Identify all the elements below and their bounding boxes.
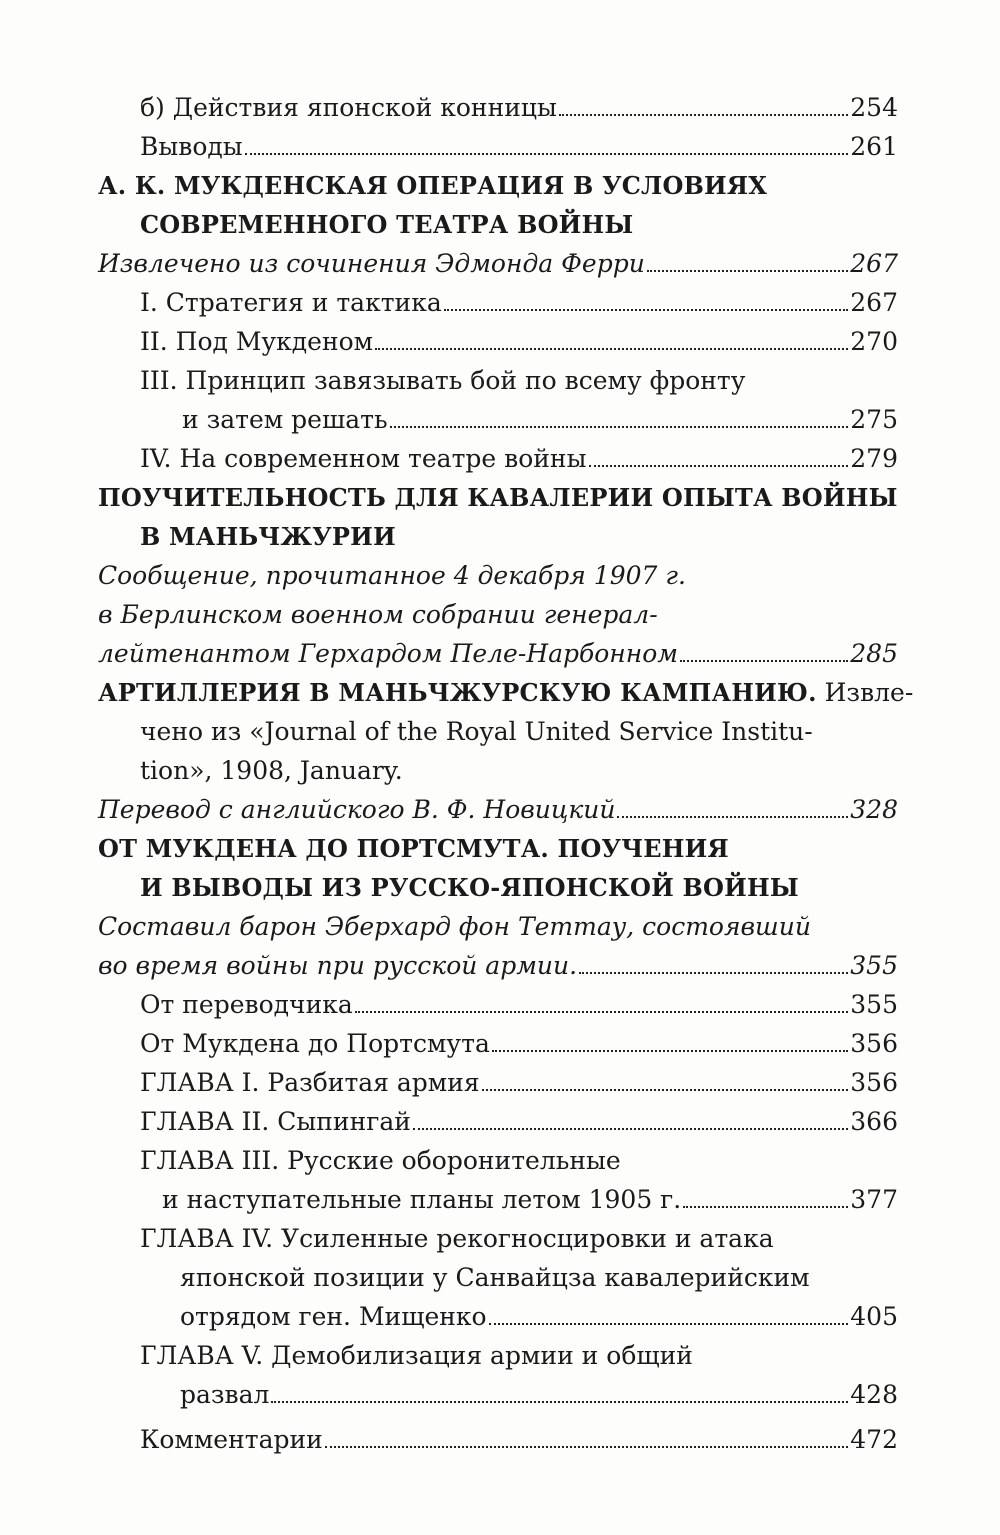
entry-title: От переводчика (140, 990, 353, 1019)
page-number: 472 (850, 1425, 898, 1454)
toc-entry-line: ГЛАВА V. Демобилизация армии и общий (140, 1341, 693, 1370)
dot-leader (325, 1446, 848, 1448)
dot-leader (617, 816, 848, 818)
toc-entry (98, 439, 898, 478)
toc-entry (98, 322, 898, 361)
toc-entry-line: III. Принцип завязывать бой по всему фронту (140, 366, 746, 395)
entry-title: и наступательные планы летом 1905 г. (162, 1185, 682, 1214)
dot-leader (245, 153, 849, 155)
dot-leader (647, 270, 848, 272)
dot-leader (413, 1128, 848, 1130)
page-number: 279 (850, 444, 898, 473)
dot-leader (489, 1323, 849, 1325)
toc-entry (98, 946, 898, 985)
page-number: 270 (850, 327, 898, 356)
toc-entry-line: ГЛАВА III. Русские оборонительные (140, 1146, 621, 1175)
toc-entry (98, 1180, 898, 1219)
toc-entry-line: ГЛАВА IV. Усиленные рекогносцировки и атака (140, 1224, 774, 1253)
toc-entry-line: Сообщение, прочитанное 4 декабря 1907 г. (98, 561, 686, 590)
toc-entry (98, 1024, 898, 1063)
toc-entry (98, 1063, 898, 1102)
dot-leader (589, 465, 849, 467)
page-number: 267 (850, 288, 898, 317)
entry-title: Выводы (140, 132, 243, 161)
entry-title: II. Под Мукденом (140, 327, 374, 356)
page-number: 428 (850, 1380, 898, 1409)
page-number: 405 (850, 1302, 898, 1331)
toc-entry (98, 283, 898, 322)
entry-title: Извлечено из сочинения Эдмонда Ферри (98, 249, 645, 278)
heading-note-cont: чено из «Journal of the Royal United Service Institu- (140, 717, 813, 746)
toc-entry (98, 634, 898, 673)
heading-note-cont: tion», 1908, January. (140, 756, 403, 785)
heading-note: Извле- (816, 678, 914, 707)
toc-entry-line: Составил барон Эберхард фон Теттау, состоявший (98, 912, 811, 941)
toc-entry (98, 127, 898, 166)
toc-entry (98, 400, 898, 439)
section-heading-cont: И ВЫВОДЫ ИЗ РУССКО-ЯПОНСКОЙ ВОЙНЫ (140, 873, 799, 902)
page-number: 356 (850, 1068, 898, 1097)
page-number: 366 (850, 1107, 898, 1136)
dot-leader (579, 972, 848, 974)
dot-leader (683, 1206, 848, 1208)
toc-entry-line: в Берлинском военном собрании генерал- (98, 600, 658, 629)
page-number: 328 (850, 795, 898, 824)
dot-leader (390, 426, 849, 428)
toc-entry (98, 790, 898, 829)
dot-leader (444, 309, 849, 311)
page-number: 355 (850, 951, 898, 980)
toc-entry (98, 1375, 898, 1414)
page-number: 356 (850, 1029, 898, 1058)
toc-entry (98, 1102, 898, 1141)
entry-title: ГЛАВА II. Сыпингай (140, 1107, 411, 1136)
entry-title: От Мукдена до Портсмута (140, 1029, 490, 1058)
toc-entry (98, 1297, 898, 1336)
dot-leader (492, 1050, 848, 1052)
section-heading: АРТИЛЛЕРИЯ В МАНЬЧЖУРСКУЮ КАМПАНИЮ. (98, 678, 817, 707)
section-heading: А. К. МУКДЕНСКАЯ ОПЕРАЦИЯ В УСЛОВИЯХ (98, 171, 768, 200)
page-number: 285 (850, 639, 898, 668)
table-of-contents (98, 88, 914, 1459)
page-number: 377 (850, 1185, 898, 1214)
entry-title: Комментарии (140, 1425, 323, 1454)
entry-title: развал (180, 1380, 270, 1409)
dot-leader (482, 1089, 849, 1091)
page-number: 275 (850, 405, 898, 434)
entry-title: и затем решать (182, 405, 388, 434)
section-heading: ОТ МУКДЕНА ДО ПОРТСМУТА. ПОУЧЕНИЯ (98, 834, 729, 863)
entry-title: во время войны при русской армии. (98, 951, 578, 980)
dot-leader (375, 348, 848, 350)
section-heading-cont: СОВРЕМЕННОГО ТЕАТРА ВОЙНЫ (140, 210, 634, 239)
dot-leader (271, 1401, 848, 1403)
dot-leader (680, 660, 848, 662)
toc-entry (98, 1420, 898, 1459)
toc-entry (98, 244, 898, 283)
entry-title: I. Стратегия и тактика (140, 288, 442, 317)
entry-title: отрядом ген. Мищенко (180, 1302, 487, 1331)
entry-title: IV. На современном театре войны (140, 444, 587, 473)
dot-leader (559, 114, 848, 116)
toc-entry-line: японской позиции у Санвайцза кавалерийским (180, 1263, 810, 1292)
entry-title: ГЛАВА I. Разбитая армия (140, 1068, 480, 1097)
entry-title: б) Действия японской конницы (140, 93, 557, 122)
page-number: 267 (850, 249, 898, 278)
toc-entry (98, 985, 898, 1024)
page-number: 261 (850, 132, 898, 161)
page-number: 254 (850, 93, 898, 122)
entry-title: Перевод с английского В. Ф. Новицкий (98, 795, 616, 824)
section-heading: ПОУЧИТЕЛЬНОСТЬ ДЛЯ КАВАЛЕРИИ ОПЫТА ВОЙНЫ (98, 483, 898, 512)
toc-entry (98, 88, 898, 127)
section-heading-mixed (98, 673, 914, 712)
dot-leader (355, 1011, 849, 1013)
section-heading-cont: В МАНЬЧЖУРИИ (140, 522, 396, 551)
entry-title: лейтенантом Герхардом Пеле-Нарбонном (98, 639, 679, 668)
page-number: 355 (850, 990, 898, 1019)
